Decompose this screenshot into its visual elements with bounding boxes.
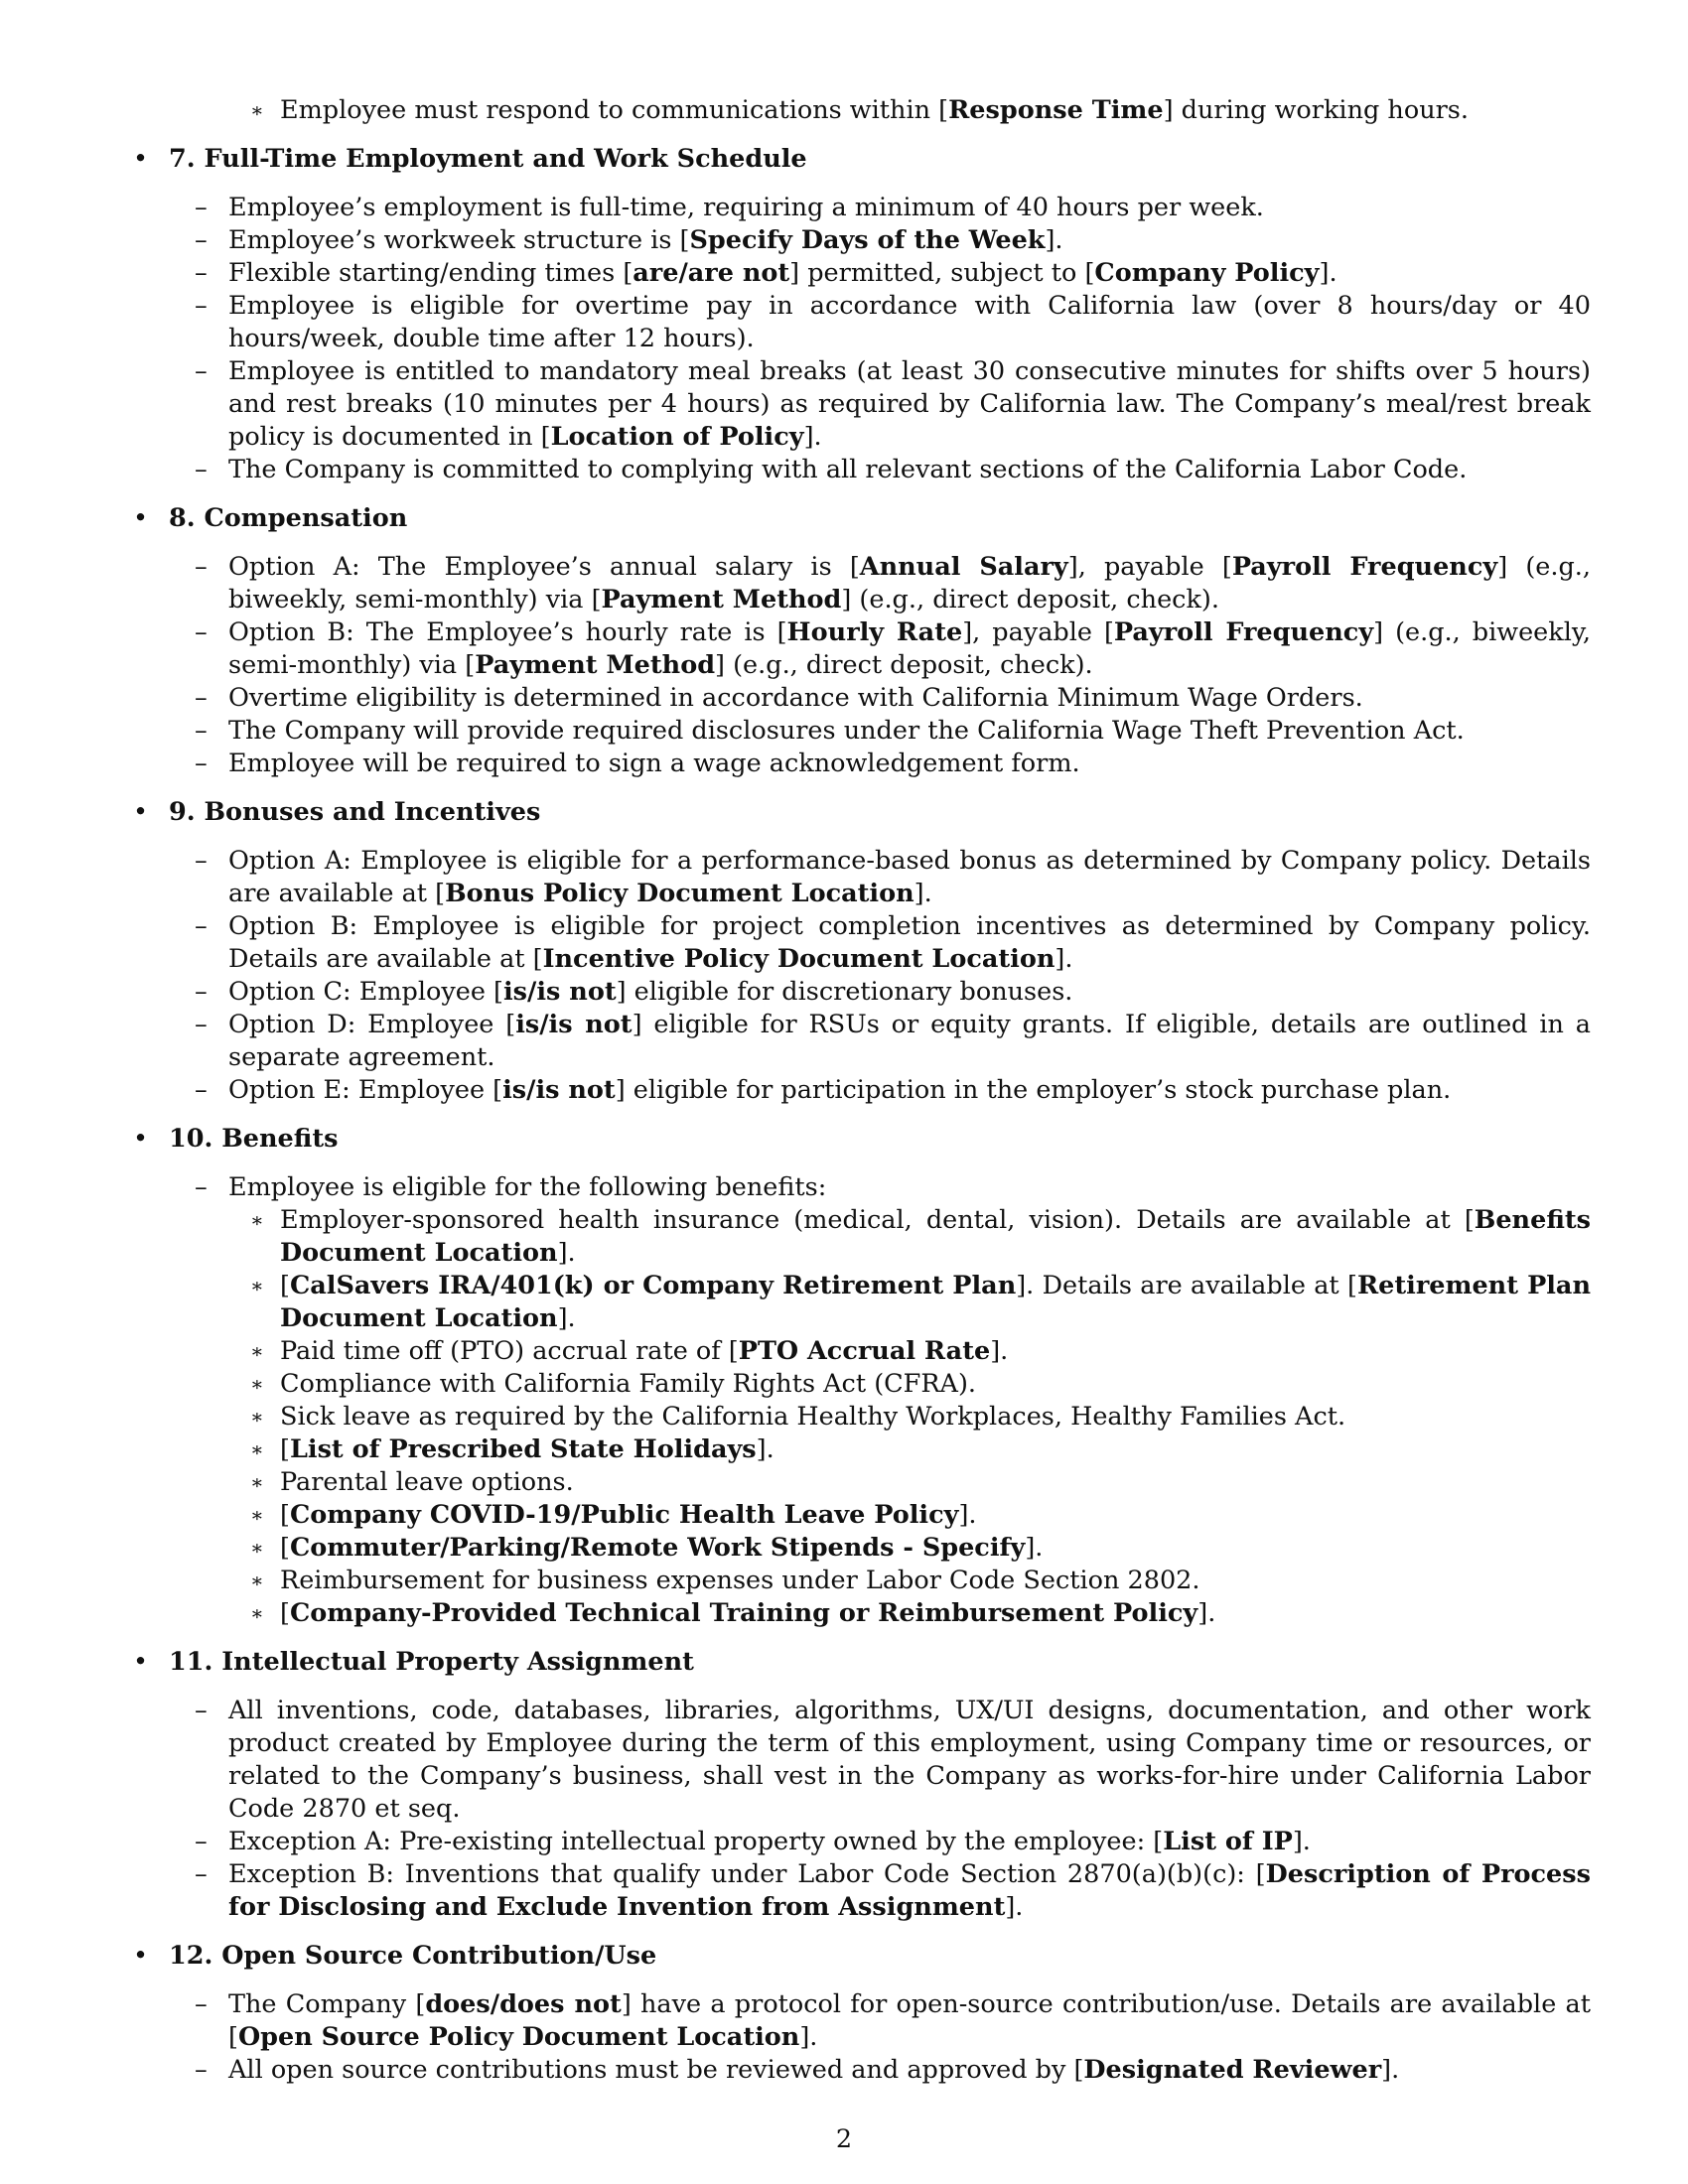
dash-bullet-icon: – [195, 552, 208, 582]
bullet-icon: • [133, 1647, 149, 1677]
dash-bullet-icon: – [195, 1172, 208, 1202]
list-item: ∗ Sick leave as required by the California Healthy Workplaces, Healthy Families Act. [250, 1402, 1346, 1432]
list-item: ∗ Reimbursement for business expenses under Labor Code Section 2802. [250, 1566, 1200, 1595]
dash-bullet-icon: – [195, 1859, 208, 1889]
list-item: – Employee’s employment is full-time, requiring a minimum of 40 hours per week. [195, 193, 1264, 222]
bullet-icon: • [133, 1941, 149, 1971]
asterisk-bullet-icon: ∗ [250, 1274, 264, 1297]
list-item: – Employee will be required to sign a wage acknowledgement form. [195, 749, 1080, 778]
list-item: – Employee’s workweek structure is [Specify Days of the Week]. [195, 225, 1063, 255]
section-10 [133, 1123, 1591, 1630]
dash-bullet-icon: – [195, 455, 208, 484]
list-item: – Employee is eligible for overtime pay in accordance with California law (over 8 hours/day or 40 hours/week, double time after 12 hours). [195, 291, 1591, 353]
dash-bullet-icon: – [195, 1827, 208, 1856]
list-item: – Overtime eligibility is determined in accordance with California Minimum Wage Orders. [195, 683, 1363, 713]
asterisk-bullet-icon: ∗ [250, 1437, 264, 1461]
dash-bullet-icon: – [195, 258, 208, 288]
list-item: ∗ Paid time off (PTO) accrual rate of [PTO Accrual Rate]. [250, 1336, 1009, 1366]
list-item: – All open source contributions must be reviewed and approved by [Designated Reviewer]. [195, 2055, 1400, 2085]
list-item: ∗ Parental leave options. [250, 1467, 574, 1497]
list-item: – The Company [does/does not] have a protocol for open-source contribution/use. Details are available at [Open Source Policy Document Location]. [195, 1989, 1591, 2052]
dash-bullet-icon: – [195, 617, 208, 647]
bullet-icon: • [133, 503, 149, 533]
asterisk-bullet-icon: ∗ [250, 1208, 264, 1232]
bullet-icon: • [133, 797, 149, 827]
list-item: ∗ [Company-Provided Technical Training or Reimbursement Policy]. [250, 1598, 1216, 1628]
list-item: – Option D: Employee [is/is not] eligible for RSUs or equity grants. If eligible, details are outlined in a separate agreement. [195, 1010, 1591, 1072]
list-item: – Exception B: Inventions that qualify under Labor Code Section 2870(a)(b)(c): [Description of Process for Disclosing and Exclude Invention from Assignment]. [195, 1859, 1591, 1922]
asterisk-bullet-icon: ∗ [250, 1601, 264, 1625]
list-item: – The Company is committed to complying with all relevant sections of the California Labor Code. [195, 455, 1468, 484]
list-item: – Option A: Employee is eligible for a performance-based bonus as determined by Company policy. Details are available at [Bonus Policy Document Location]. [195, 846, 1591, 908]
section-heading: • 10. Benefits [133, 1124, 339, 1154]
bullet-icon: • [133, 1124, 149, 1154]
dash-bullet-icon: – [195, 846, 208, 876]
list-item: ∗ [List of Prescribed State Holidays]. [250, 1434, 774, 1464]
list-item: – Option B: Employee is eligible for project completion incentives as determined by Company policy. Details are available at [Incentive Policy Document Location]. [195, 911, 1591, 974]
list-item: – All inventions, code, databases, libraries, algorithms, UX/UI designs, documentation, and other work product created by Employee during the term of this employment, using Company time or resources, or related to the Company’s business, shall vest in the Company as works-for-hire under California Labor Code 2870 et seq. [195, 1696, 1591, 1824]
dash-bullet-icon: – [195, 2055, 208, 2085]
asterisk-bullet-icon: ∗ [250, 1372, 264, 1396]
dash-bullet-icon: – [195, 1010, 208, 1039]
list-item: – Flexible starting/ending times [are/are not] permitted, subject to [Company Policy]. [195, 258, 1337, 288]
section-heading: • 9. Bonuses and Incentives [133, 797, 541, 827]
asterisk-bullet-icon: ∗ [250, 1470, 264, 1494]
asterisk-bullet-icon: ∗ [250, 1536, 264, 1560]
dash-bullet-icon: – [195, 1989, 208, 2019]
dash-bullet-icon: – [195, 291, 208, 321]
list-item: ∗ [CalSavers IRA/401(k) or Company Retirement Plan]. Details are available at [Retirement Plan Document Location]. [250, 1271, 1591, 1333]
document-body [133, 94, 1591, 2087]
dash-bullet-icon: – [195, 683, 208, 713]
bullet-icon: • [133, 144, 149, 174]
list-item: – The Company will provide required disclosures under the California Wage Theft Prevention Act. [195, 716, 1465, 746]
asterisk-bullet-icon: ∗ [250, 98, 264, 122]
section-heading: • 12. Open Source Contribution/Use [133, 1941, 657, 1971]
list-item: – Option B: The Employee’s hourly rate is [Hourly Rate], payable [Payroll Frequency] (e.g., biweekly, semi-monthly) via [Payment Method] (e.g., direct deposit, check). [195, 617, 1591, 680]
list-item: – Employee is entitled to mandatory meal breaks (at least 30 consecutive minutes for shifts over 5 hours) and rest breaks (10 minutes per 4 hours) as required by California law. The Company’s meal/rest break policy is documented in [Location of Policy]. [195, 356, 1591, 452]
dash-bullet-icon: – [195, 1075, 208, 1105]
section-heading: • 7. Full-Time Employment and Work Schedule [133, 144, 807, 174]
dash-bullet-icon: – [195, 193, 208, 222]
asterisk-bullet-icon: ∗ [250, 1405, 264, 1429]
section-11 [133, 1646, 1591, 1924]
dash-bullet-icon: – [195, 225, 208, 255]
dash-bullet-icon: – [195, 716, 208, 746]
list-item: ∗ [Commuter/Parking/Remote Work Stipends - Specify]. [250, 1533, 1044, 1563]
list-item: – Employee is eligible for the following benefits: [195, 1172, 827, 1202]
list-item: ∗ Employee must respond to communications within [Response Time] during working hours. [250, 95, 1470, 125]
asterisk-bullet-icon: ∗ [250, 1503, 264, 1527]
list-item: – Exception A: Pre-existing intellectual property owned by the employee: [List of IP]. [195, 1827, 1311, 1856]
asterisk-bullet-icon: ∗ [250, 1569, 264, 1592]
list-item: – Option E: Employee [is/is not] eligible for participation in the employer’s stock purchase plan. [195, 1075, 1452, 1105]
page-number: 2 [835, 2124, 853, 2154]
dash-bullet-icon: – [195, 749, 208, 778]
section-8 [133, 502, 1591, 780]
section-heading: • 8. Compensation [133, 503, 408, 533]
dash-bullet-icon: – [195, 911, 208, 941]
list-item: – Option C: Employee [is/is not] eligible for discretionary bonuses. [195, 977, 1073, 1007]
section-12 [133, 1940, 1591, 2087]
list-item: ∗ [Company COVID-19/Public Health Leave Policy]. [250, 1500, 977, 1530]
asterisk-bullet-icon: ∗ [250, 1339, 264, 1363]
dash-bullet-icon: – [195, 1696, 208, 1725]
list-item: ∗ Compliance with California Family Rights Act (CFRA). [250, 1369, 977, 1399]
section-7 [133, 143, 1591, 486]
list-item: ∗ Employer-sponsored health insurance (medical, dental, vision). Details are available at [Benefits Document Location]. [250, 1205, 1591, 1268]
list-item: – Option A: The Employee’s annual salary is [Annual Salary], payable [Payroll Frequency] (e.g., biweekly, semi-monthly) via [Payment Method] (e.g., direct deposit, check). [195, 552, 1591, 614]
dash-bullet-icon: – [195, 356, 208, 386]
section-9 [133, 796, 1591, 1107]
section-heading: • 11. Intellectual Property Assignment [133, 1647, 694, 1677]
dash-bullet-icon: – [195, 977, 208, 1007]
